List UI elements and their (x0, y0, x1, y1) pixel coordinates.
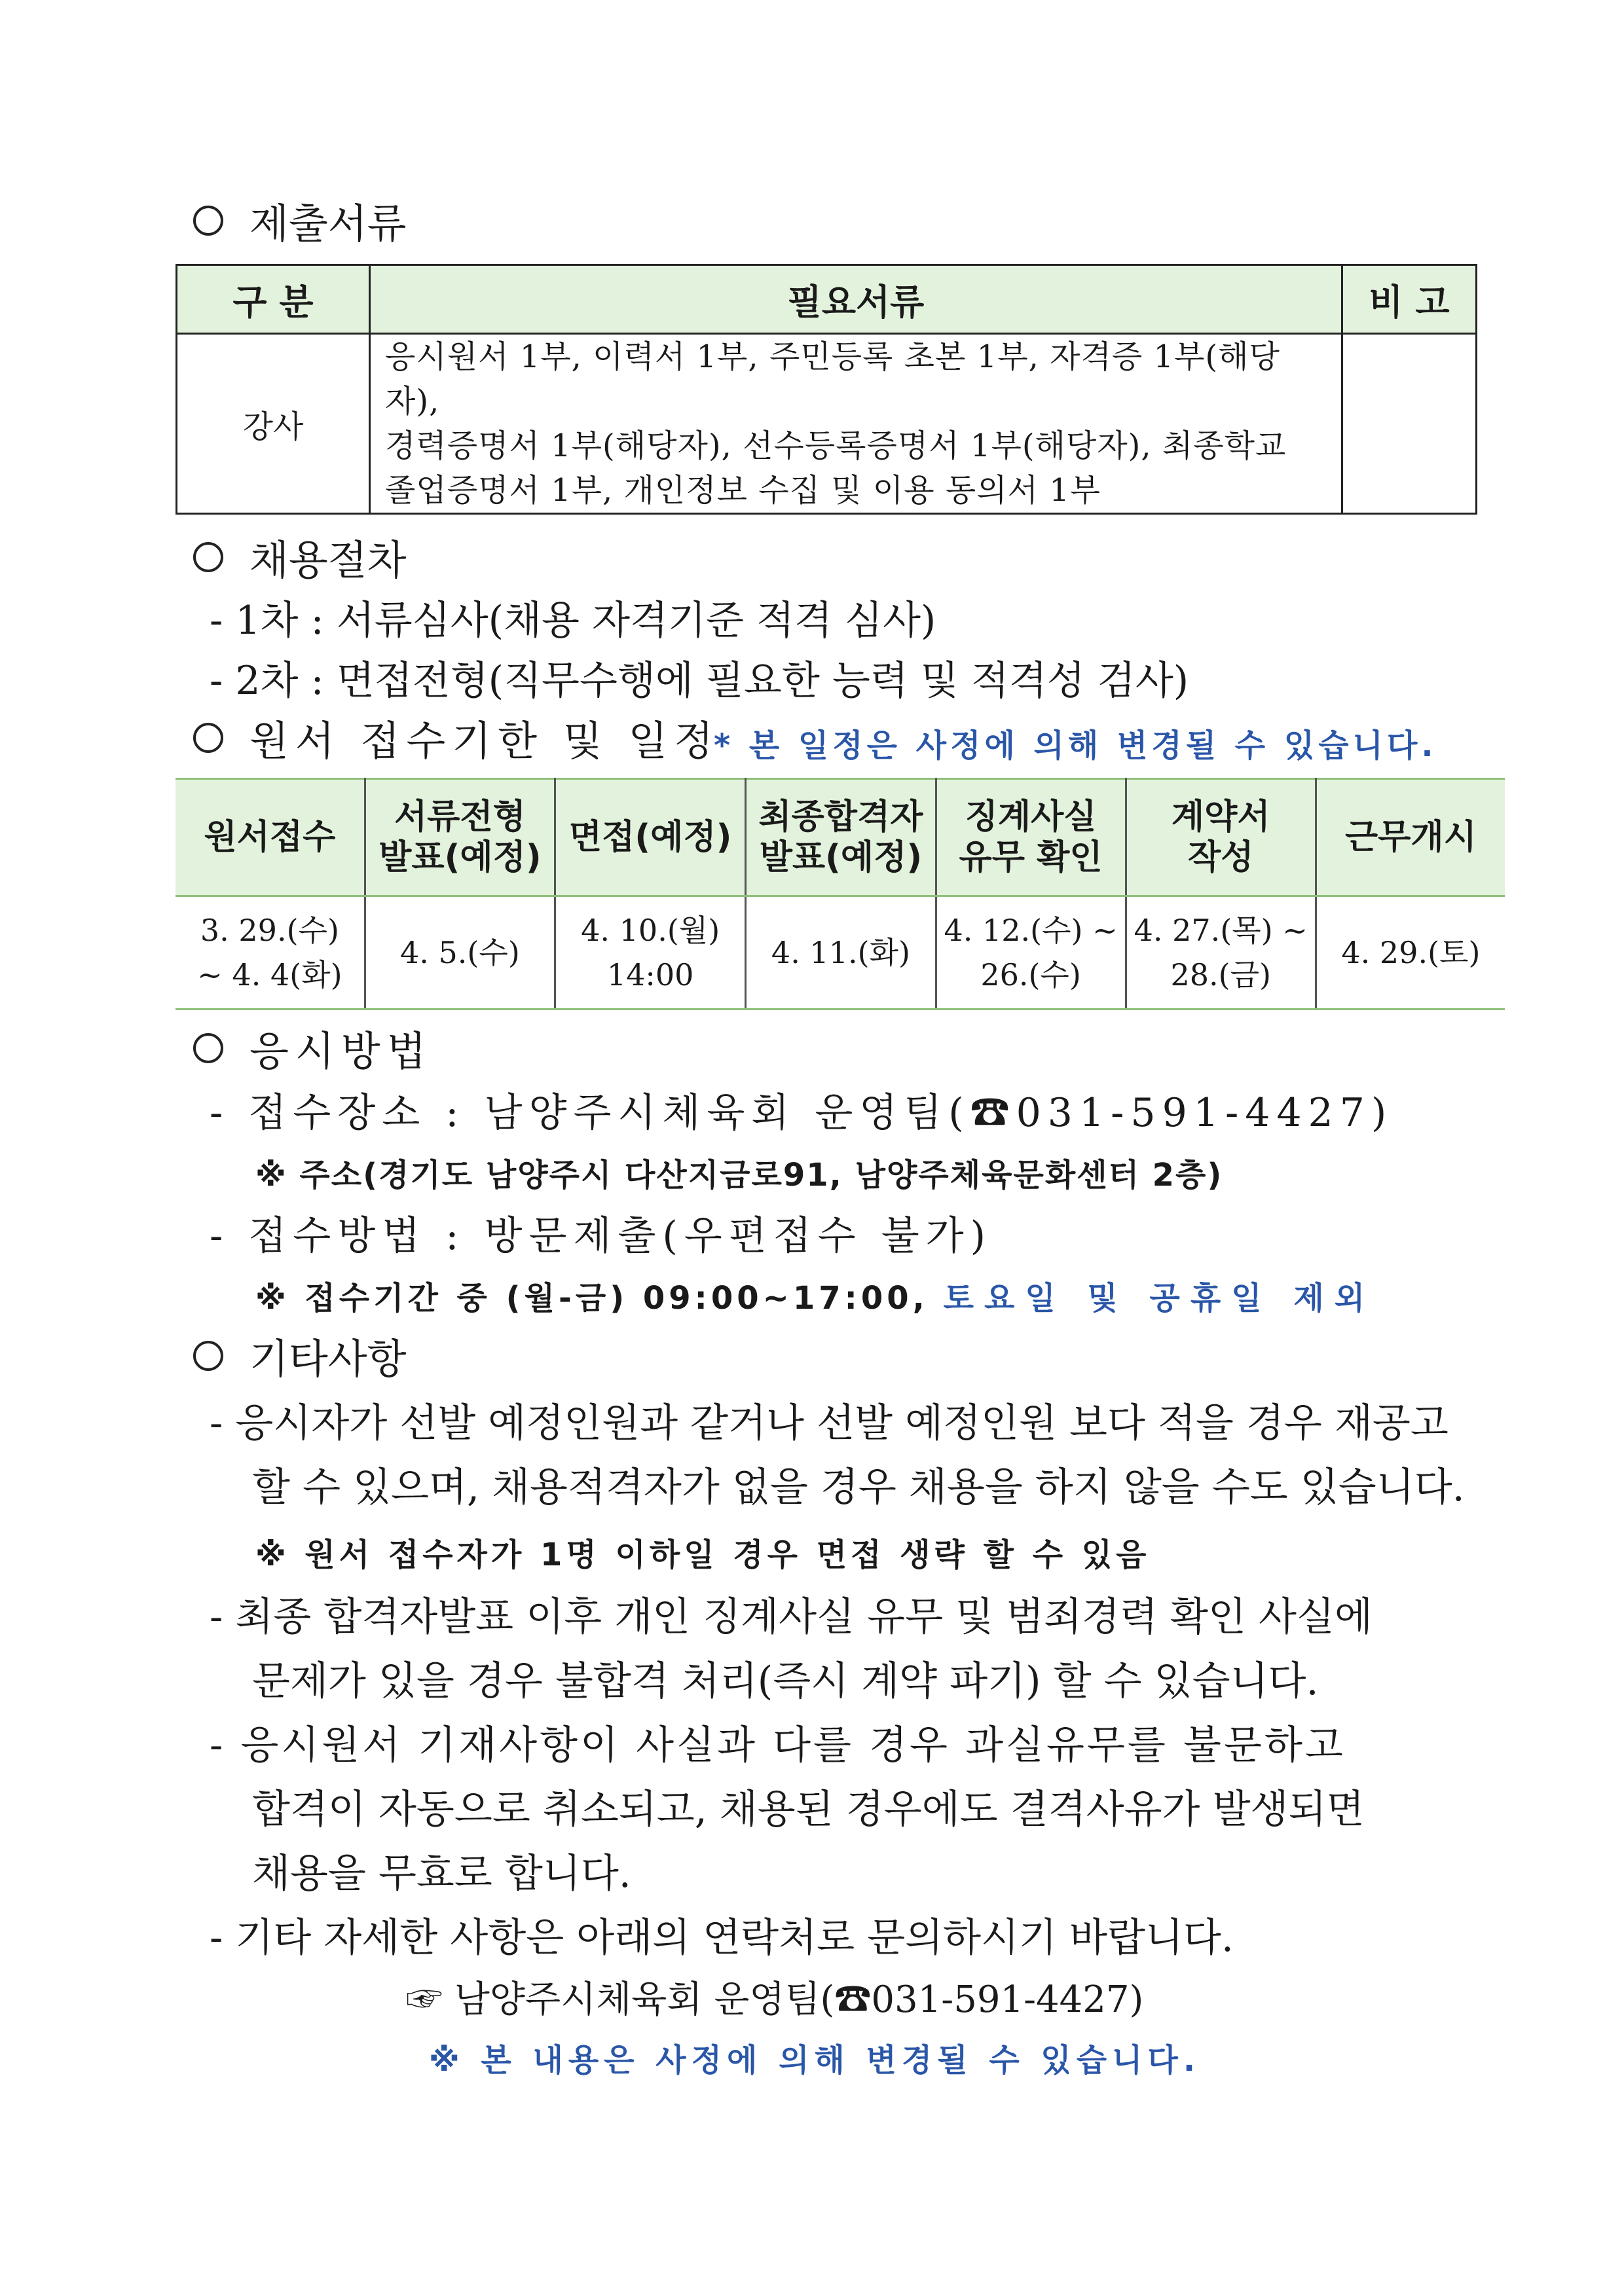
section-schedule-heading (193, 708, 720, 767)
section-title: 제출서류 (249, 200, 407, 247)
section-title: 응시방법 (249, 1027, 433, 1075)
value-final-result: 4. 11.(화) (746, 896, 936, 1010)
header-note: 비 고 (1342, 265, 1477, 334)
circle-bullet-icon (193, 1033, 223, 1063)
docs-line: 졸업증명서 1부, 개인정보 수집 및 이용 동의서 1부 (385, 472, 1101, 509)
other-paragraph-2-line-2: 문제가 있을 경우 불합격 처리(즉시 계약 파기) 할 수 있습니다. (252, 1658, 1319, 1704)
docs-line: 경력증명서 1부(해당자), 선수등록증명서 1부(해당자), 최종학교 (385, 428, 1287, 464)
schedule-table (175, 778, 1505, 1010)
section-procedure-heading (193, 528, 407, 586)
procedure-step-1: - 1차 : 서류심사(채용 자격기준 적격 심사) (210, 598, 936, 644)
application-method: - 접수방법 : 방문제출(우편접수 불가) (210, 1213, 993, 1259)
schedule-value-row (175, 896, 1505, 1010)
application-place: - 접수장소 : 남양주시체육회 운영팀(☎031-591-4427) (210, 1090, 1393, 1136)
header-final-result: 최종합격자 발표(예정) (746, 779, 936, 896)
header-application: 원서접수 (175, 779, 365, 896)
header-document-result: 서류전형 발표(예정) (365, 779, 555, 896)
value-contract: 4. 27.(목) ~ 28.(금) (1126, 896, 1316, 1010)
other-paragraph-4-line-1: - 기타 자세한 사항은 아래의 연락처로 문의하시기 바랍니다. (210, 1915, 1234, 1961)
other-paragraph-3-line-1: - 응시원서 기재사항이 사실과 다를 경우 과실유무를 불문하고 (210, 1722, 1346, 1768)
other-paragraph-1-line-1: - 응시자가 선발 예정인원과 같거나 선발 예정인원 보다 적을 경우 재공고 (210, 1400, 1449, 1446)
section-documents-heading (193, 191, 407, 249)
other-paragraph-3-line-2: 합격이 자동으로 취소되고, 채용된 경우에도 결격사유가 발생되면 (252, 1787, 1365, 1832)
documents-table (175, 264, 1477, 515)
section-title: 기타사항 (249, 1335, 407, 1383)
table-row (177, 334, 1477, 514)
circle-bullet-icon (193, 723, 223, 753)
table-header-row (177, 265, 1477, 334)
other-paragraph-1-line-2: 할 수 있으며, 채용적격자가 없을 경우 채용을 하지 않을 수도 있습니다. (252, 1465, 1465, 1510)
circle-bullet-icon (193, 1341, 223, 1371)
value-application: 3. 29.(수) ~ 4. 4(화) (175, 896, 365, 1010)
address-note: ※ 주소(경기도 남양주시 다산지금로91, 남양주체육문화센터 2층) (255, 1157, 1223, 1194)
circle-bullet-icon (193, 206, 223, 236)
value-interview: 4. 10.(월) 14:00 (555, 896, 745, 1010)
section-title: 원서 접수기한 및 일정 (249, 717, 720, 765)
circle-bullet-icon (193, 542, 223, 572)
other-paragraph-3-line-3: 채용을 무효로 합니다. (252, 1851, 631, 1897)
schedule-header-row (175, 779, 1505, 896)
docs-line: 응시원서 1부, 이력서 1부, 주민등록 초본 1부, 자격증 1부(해당자), (385, 338, 1280, 420)
period-exclusions: 토요일 및 공휴일 제외 (943, 1280, 1376, 1317)
header-disciplinary-check: 징계사실 유무 확인 (936, 779, 1126, 896)
other-paragraph-2-line-1: - 최종 합격자발표 이후 개인 징계사실 유무 및 범죄경력 확인 사실에 (210, 1594, 1373, 1640)
period-hours: ※ 접수기간 중 (월-금) 09:00~17:00, (255, 1280, 929, 1317)
application-period (255, 1273, 1375, 1318)
header-required-docs: 필요서류 (370, 265, 1342, 334)
header-interview: 면접(예정) (555, 779, 745, 896)
final-change-notice: ※ 본 내용은 사정에 의해 변경될 수 있습니다. (429, 2042, 1201, 2079)
category-cell: 강사 (177, 334, 370, 514)
note-cell (1342, 334, 1477, 514)
section-other-heading (193, 1326, 407, 1385)
interview-skip-note: ※ 원서 접수자가 1명 이하일 경우 면접 생략 할 수 있음 (255, 1537, 1151, 1573)
required-docs-cell (370, 334, 1342, 514)
section-method-heading (193, 1019, 433, 1077)
header-contract: 계약서 작성 (1126, 779, 1316, 896)
header-start-work: 근무개시 (1316, 779, 1505, 896)
contact-info: ☞ 남양주시체육회 운영팀(☎031-591-4427) (406, 1978, 1144, 2021)
header-category: 구 분 (177, 265, 370, 334)
schedule-change-notice: * 본 일정은 사정에 의해 변경될 수 있습니다. (714, 727, 1437, 764)
value-start-work: 4. 29.(토) (1316, 896, 1505, 1010)
section-title: 채용절차 (249, 536, 407, 584)
value-disciplinary-check: 4. 12.(수) ~ 26.(수) (936, 896, 1126, 1010)
procedure-step-2: - 2차 : 면접전형(직무수행에 필요한 능력 및 적격성 검사) (210, 658, 1189, 704)
value-document-result: 4. 5.(수) (365, 896, 555, 1010)
